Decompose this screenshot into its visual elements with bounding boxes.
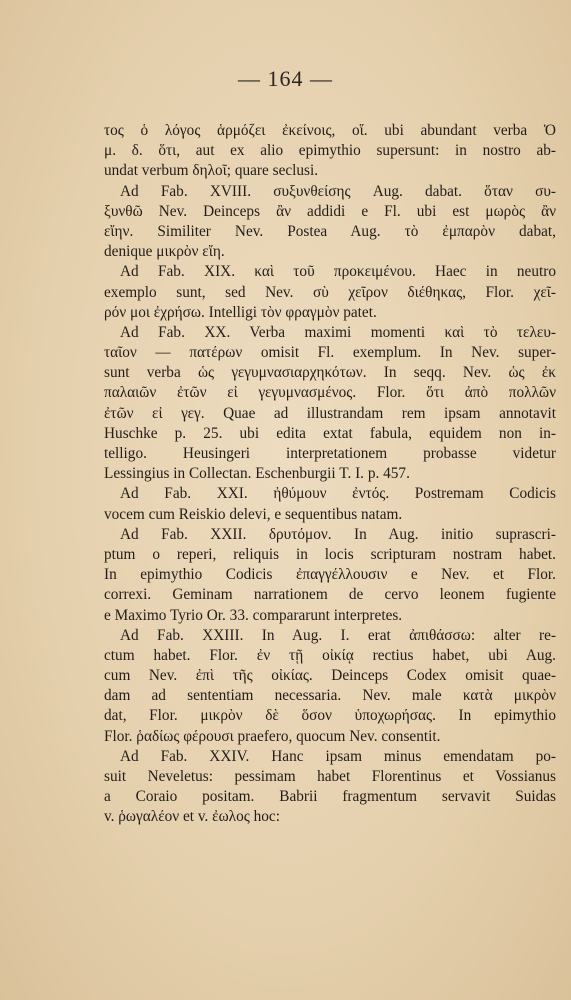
text-line: μ. δ. ὅτι, aut ex alio epimythio supersunt: in nostro ab- bbox=[104, 142, 556, 160]
text-line: In epimythio Codicis ἐπαγγέλλουσιν e Nev. et Flor. bbox=[104, 566, 556, 584]
text-line: cum Nev. ἐπὶ τῆς οἰκίας. Deinceps Codex omisit quae- bbox=[104, 667, 556, 685]
text-line: v. ῥωγαλέον et v. ἐωλος hoc: bbox=[104, 808, 280, 826]
text-line: Ad Fab. XIX. καὶ τοῦ προκειμένου. Haec in neutro bbox=[120, 263, 556, 281]
page-number: — 164 — bbox=[238, 66, 333, 91]
text-line: dat, Flor. μικρὸν δὲ ὅσον ὑποχωρήσας. In epimythio bbox=[104, 707, 556, 725]
text-line: suit Neveletus: pessimam habet Florentinus et Vossianus bbox=[104, 768, 556, 785]
text-line: εἴην. Similiter Nev. Postea Aug. τὸ ἐμπαρὸν dabat, bbox=[104, 222, 556, 240]
text-line: Ad Fab. XVIII. συξυνθείσης Aug. dabat. ὅταν συ- bbox=[120, 182, 556, 200]
text-line: τος ὁ λόγος ἁρμόζει ἐκείνοις, οἵ. ubi abundant verba Ὁ bbox=[104, 122, 556, 139]
text-line: ptum o reperi, reliquis in locis scripturam nostram habet. bbox=[104, 545, 556, 563]
text-line: telligo. Heusingeri interpretationem probasse videtur bbox=[104, 445, 556, 462]
text-line: ρόν μοι ἐχρήσω. Intelligi τὸν φραγμὸν patet. bbox=[104, 303, 377, 321]
text-line: παλαιῶν ἐτῶν εἰ γεγυμνασμένος. Flor. ὅτι ἀπὸ πολλῶν bbox=[104, 384, 556, 402]
text-line: Ad Fab. XXI. ἠθύμουν ἐντός. Postremam Codicis bbox=[120, 485, 556, 503]
text-line: a Coraio positam. Babrii fragmentum servavit Suidas bbox=[104, 788, 556, 806]
text-line: exemplo sunt, sed Nev. σὺ χεῖρον διέθηκας, Flor. χεῖ- bbox=[104, 283, 556, 301]
text-line: dam ad sententiam necessaria. Nev. male κατὰ μικρὸν bbox=[104, 687, 556, 705]
text-line: vocem cum Reiskio delevi, e sequentibus natam. bbox=[104, 505, 403, 523]
text-line: undat verbum δηλοῖ; quare seclusi. bbox=[104, 162, 319, 180]
text-line: ctum habet. Flor. ἐν τῇ οἰκίᾳ rectius habet, ubi Aug. bbox=[104, 646, 556, 664]
text-line: ἐτῶν εἰ γεγ. Quae ad illustrandam rem ipsam annotavit bbox=[104, 404, 556, 422]
text-line: Ad Fab. XXIII. In Aug. I. erat ἀπιθάσσω: alter re- bbox=[120, 626, 556, 644]
text-line: ταῖον — πατέρων omisit Fl. exemplum. In Nev. super- bbox=[104, 344, 556, 362]
text-line: Huschke p. 25. ubi edita extat fabula, equidem non in- bbox=[104, 424, 556, 442]
text-line: sunt verba ὡς γεγυμνασιαρχηκότων. In seqq. Nev. ὡς ἐκ bbox=[104, 364, 556, 382]
text-line: Lessingius in Collectan. Eschenburgii T. I. p. 457. bbox=[104, 465, 410, 483]
body-text bbox=[104, 121, 556, 828]
text-line: Ad Fab. XXIV. Hanc ipsam minus emendatam po- bbox=[120, 747, 556, 765]
text-line: Flor. ῥαδίως φέρουσι praefero, quocum Nev. consentit. bbox=[104, 727, 441, 745]
text-line: denique μικρὸν εἴη. bbox=[104, 243, 225, 261]
text-line: e Maximo Tyrio Or. 33. compararunt interpretes. bbox=[104, 606, 403, 624]
text-line: correxi. Geminam narrationem de cervo leonem fugiente bbox=[104, 586, 556, 604]
text-line: Ad Fab. XX. Verba maximi momenti καὶ τὸ τελευ- bbox=[120, 323, 556, 341]
text-line: ξυνθῶ Nev. Deinceps ἂν addidi e Fl. ubi est μωρὸς ἂν bbox=[104, 202, 556, 220]
text-line: Ad Fab. XXII. δρυτόμον. In Aug. initio suprascri- bbox=[120, 525, 556, 543]
